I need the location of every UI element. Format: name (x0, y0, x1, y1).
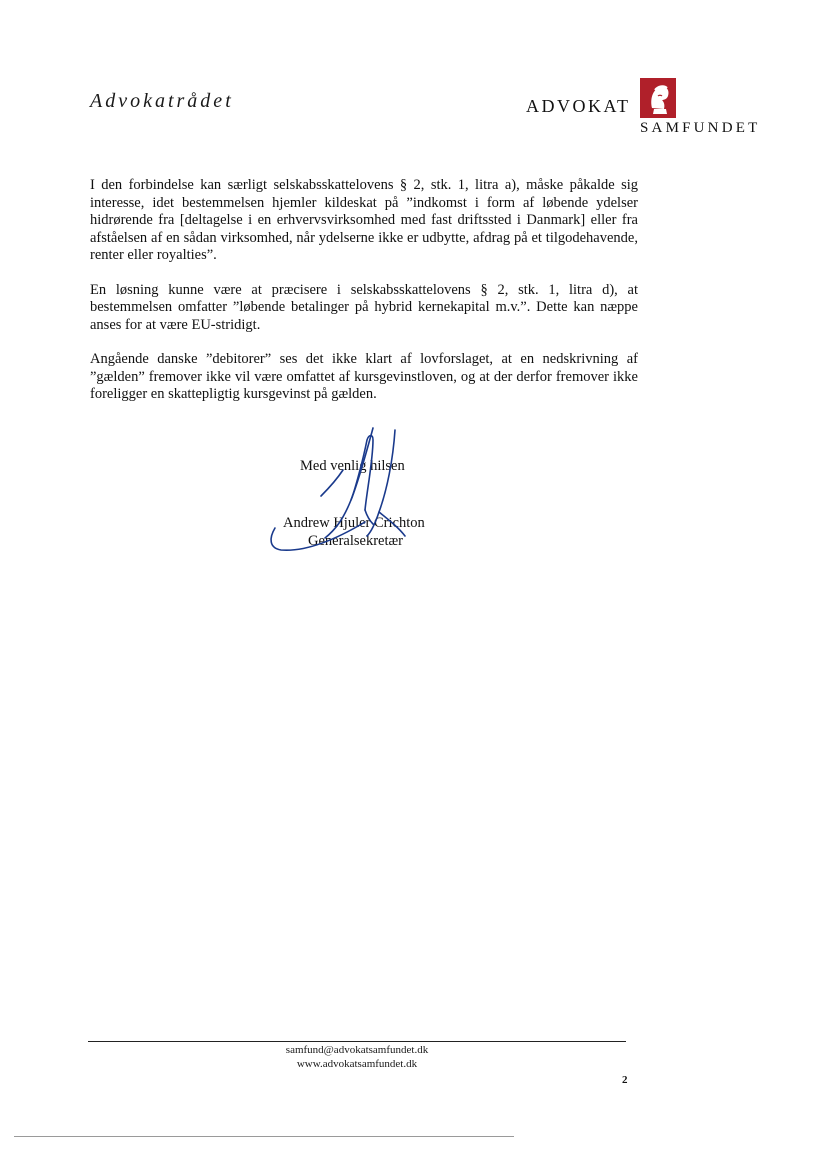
handwritten-signature (255, 420, 435, 570)
scan-edge-line (14, 1136, 514, 1137)
footer-website: www.advokatsamfundet.dk (296, 1058, 418, 1070)
logo-text-advokat: ADVOKAT (526, 96, 631, 116)
advokatsamfundet-logo (526, 76, 786, 146)
closing-greeting: Med venlig hilsen (300, 458, 405, 474)
justitia-icon (640, 78, 676, 118)
footer (88, 1043, 626, 1071)
letter-body (90, 177, 638, 421)
header-title: Advokatrådet (90, 90, 234, 112)
footer-divider (88, 1041, 626, 1042)
paragraph-debitorer: Angående danske ”debitorer” ses det ikke klart af lovforslaget, at en nedskrivning af ”gælden” fremover ikke vil være omfattet af kursgevinstloven, og at der derfor fremover ikke foreligger en skattepligtig kursgevinst på gælden. (90, 351, 638, 402)
page-number: 2 (622, 1074, 628, 1086)
paragraph-kildeskat: I den forbindelse kan særligt selskabsskattelovens § 2, stk. 1, litra a), måske påkalde sig interesse, idet bestemmelsen hjemler kildeskat på ”indkomst i form af løbende ydelser hidrørende fra [deltagelse i en erhvervsvirksomhed med fast driftssted i Danmark] eller fra afståelsen af en sådan virksomhed, når ydelserne ikke er udbytte, afdrag på et tilgodehavende, renter eller royalties”. (90, 177, 638, 263)
footer-email: samfund@advokatsamfundet.dk (285, 1044, 429, 1056)
logo-text-samfundet: SAMFUNDET (640, 120, 761, 136)
signer-title: Generalsekretær (308, 533, 404, 549)
signer-name: Andrew Hjuler Crichton (283, 515, 425, 531)
paragraph-loesning: En løsning kunne være at præcisere i selskabsskattelovens § 2, stk. 1, litra d), at bestemmelsen omfatter ”løbende betalinger på hybrid kernekapital m.v.”. Dette kan næppe anses for at være EU-stridigt. (90, 281, 638, 333)
